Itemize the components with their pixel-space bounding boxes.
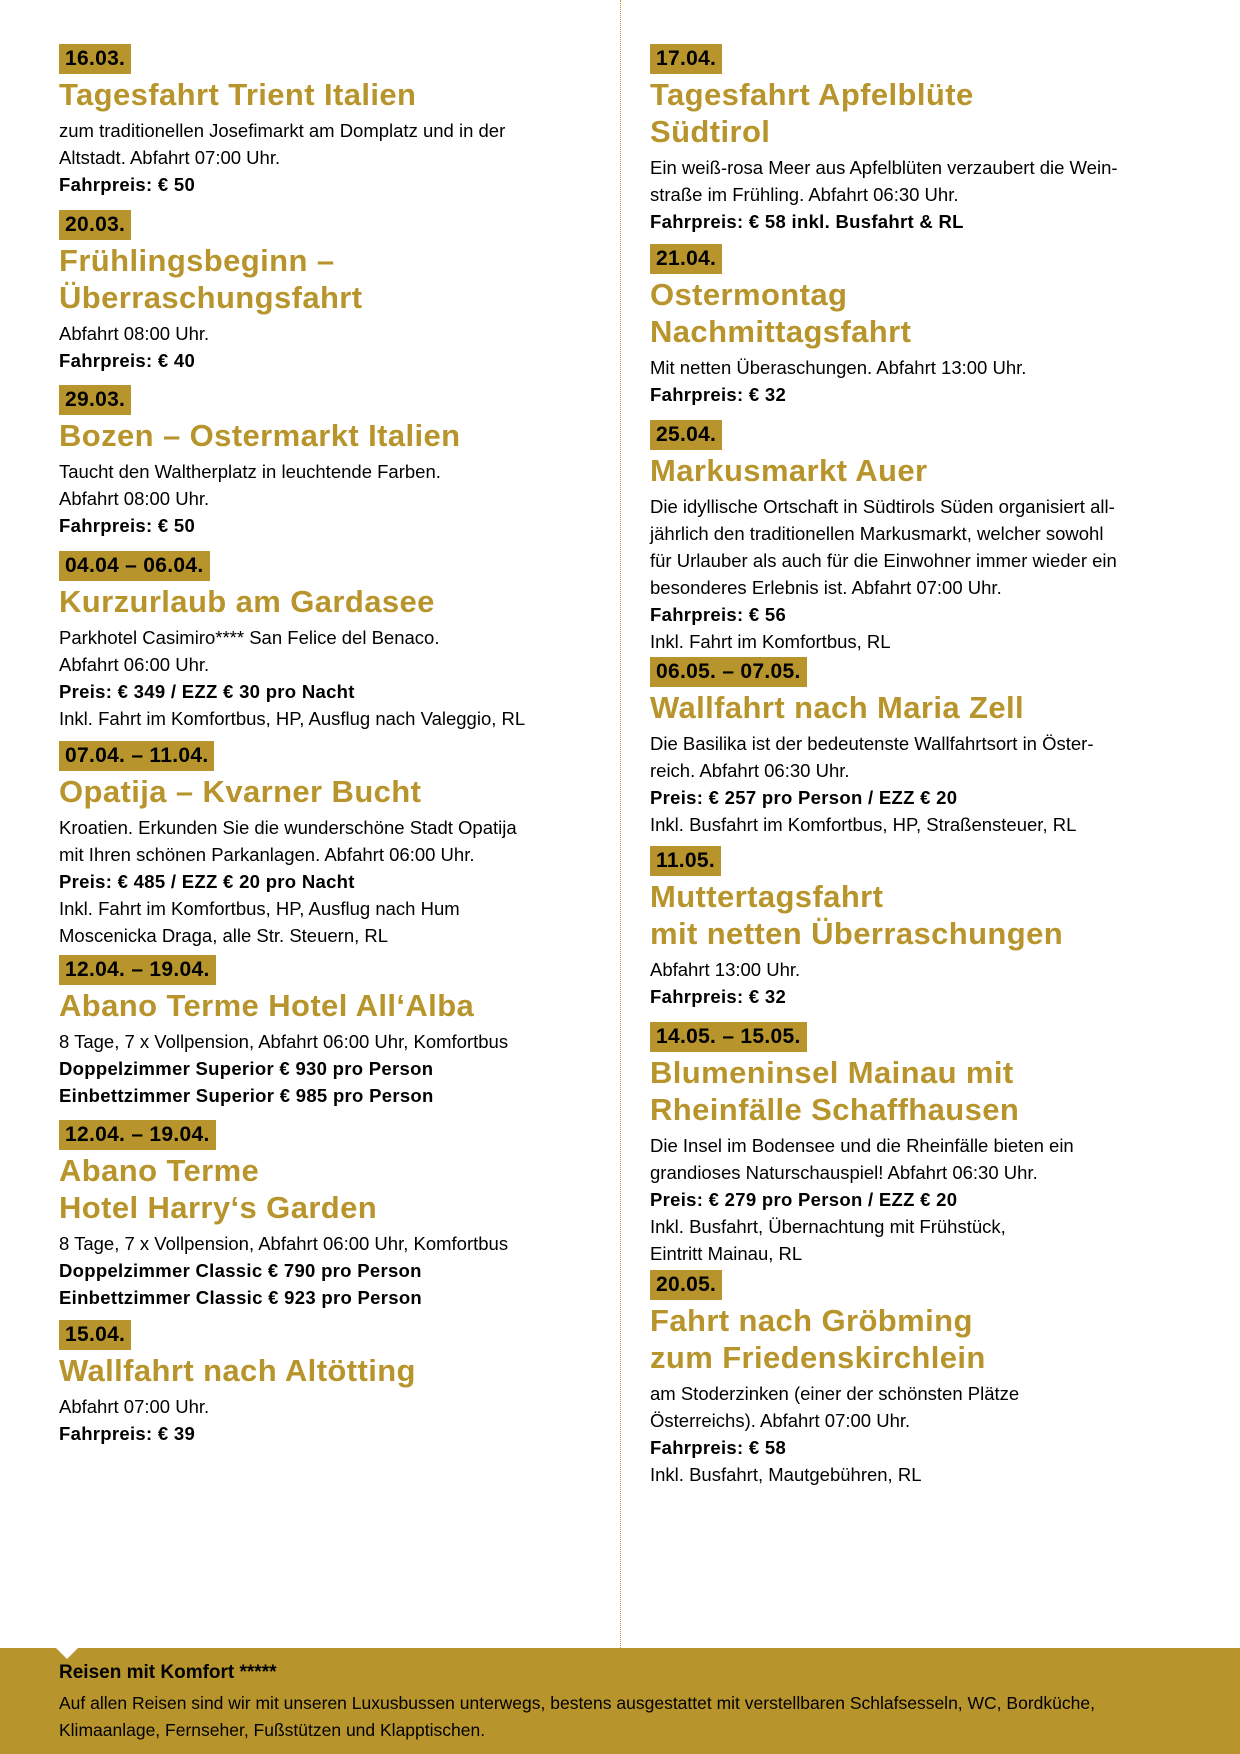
event-description [650,1380,1190,1488]
event-price: Einbettzimmer Superior € 985 pro Person [59,1085,434,1106]
event-text-line: Österreichs). Abfahrt 07:00 Uhr. [650,1410,911,1431]
event-title: Tagesfahrt Trient Italien [59,77,417,112]
event-price: Fahrpreis: € 32 [650,384,787,405]
event-description [650,730,1190,838]
event-text-line: Inkl. Busfahrt im Komfortbus, HP, Straßensteuer, RL [650,814,1077,835]
event-entry [59,741,604,949]
event-description [650,956,1190,1010]
event-title: Hotel Harry‘s Garden [59,1190,378,1225]
event-text-line: Parkhotel Casimiro**** San Felice del Benaco. [59,627,440,648]
event-text-line: Abfahrt 08:00 Uhr. [59,488,210,509]
event-text-line: 8 Tage, 7 x Vollpension, Abfahrt 06:00 Uhr, Komfortbus [59,1031,509,1052]
event-date-badge: 06.05. – 07.05. [650,657,807,687]
event-text-line: grandioses Naturschauspiel! Abfahrt 06:30 Uhr. [650,1162,1038,1183]
event-text-line: Moscenicka Draga, alle Str. Steuern, RL [59,925,389,946]
footer-title: Reisen mit Komfort ***** [59,1662,277,1683]
event-text-line: für Urlauber als auch für die Einwohner immer wieder ein [650,550,1117,571]
event-text-line: Die idyllische Ortschaft in Südtirols Süden organisiert all- [650,496,1115,517]
event-price: Preis: € 257 pro Person / EZZ € 20 [650,787,958,808]
event-price: Preis: € 349 / EZZ € 30 pro Nacht [59,681,355,702]
event-price: Fahrpreis: € 56 [650,604,787,625]
footer-notch [56,1648,78,1659]
event-date-badge: 20.03. [59,210,131,240]
event-date-badge: 12.04. – 19.04. [59,955,216,985]
event-date-badge: 20.05. [650,1270,722,1300]
event-description [650,154,1190,235]
event-entry [59,210,604,374]
event-price: Preis: € 279 pro Person / EZZ € 20 [650,1189,958,1210]
event-entry [650,420,1190,655]
event-title: Wallfahrt nach Maria Zell [650,690,1025,725]
event-description [59,1028,604,1109]
event-title: Frühlingsbeginn – [59,243,335,278]
event-description [59,814,604,949]
event-text-line: jährlich den traditionellen Markusmarkt, welcher sowohl [650,523,1104,544]
event-entry [59,385,604,539]
event-text-line: Ein weiß-rosa Meer aus Apfelblüten verzaubert die Wein- [650,157,1118,178]
event-description [650,493,1190,655]
event-date-badge: 12.04. – 19.04. [59,1120,216,1150]
event-text-line: Eintritt Mainau, RL [650,1243,803,1264]
event-entry [650,44,1190,235]
event-date-badge: 14.05. – 15.05. [650,1022,807,1052]
event-description [59,1393,604,1447]
footer-text: Auf allen Reisen sind wir mit unseren Luxusbussen unterwegs, bestens ausgestattet mit verstellbaren Schlafsesseln, WC, Bordküche, Klimaanlage, Fernseher, Fußstützen und Klapptischen. [59,1693,1095,1740]
event-title: Nachmittagsfahrt [650,314,912,349]
event-entry [650,1270,1190,1488]
event-text-line: am Stoderzinken (einer der schönsten Plätze [650,1383,1020,1404]
event-title: Abano Terme [59,1153,260,1188]
event-date-badge: 11.05. [650,846,721,876]
event-title: Rheinfälle Schaffhausen [650,1092,1020,1127]
event-title: Überraschungsfahrt [59,280,363,315]
event-title: Muttertagsfahrt [650,879,884,914]
event-title: Wallfahrt nach Altötting [59,1353,416,1388]
event-entry [59,955,604,1109]
event-text-line: reich. Abfahrt 06:30 Uhr. [650,760,850,781]
event-text-line: besonderes Erlebnis ist. Abfahrt 07:00 Uhr. [650,577,1002,598]
column-divider [620,0,621,1648]
event-text-line: Abfahrt 08:00 Uhr. [59,323,210,344]
event-text-line: Inkl. Fahrt im Komfortbus, HP, Ausflug nach Hum [59,898,460,919]
event-price: Fahrpreis: € 32 [650,986,787,1007]
event-price: Fahrpreis: € 58 [650,1437,787,1458]
event-title: Abano Terme Hotel All‘Alba [59,988,475,1023]
event-text-line: zum traditionellen Josefimarkt am Domplatz und in der [59,120,506,141]
event-date-badge: 04.04 – 06.04. [59,551,210,581]
event-price: Fahrpreis: € 50 [59,515,196,536]
event-text-line: straße im Frühling. Abfahrt 06:30 Uhr. [650,184,959,205]
event-price: Preis: € 485 / EZZ € 20 pro Nacht [59,871,355,892]
event-text-line: Mit netten Überaschungen. Abfahrt 13:00 Uhr. [650,357,1027,378]
event-description [59,624,604,732]
event-title: Fahrt nach Gröbming [650,1303,973,1338]
event-title: Bozen – Ostermarkt Italien [59,418,461,453]
event-description [59,458,604,539]
event-date-badge: 15.04. [59,1320,131,1350]
event-text-line: Inkl. Busfahrt, Mautgebühren, RL [650,1464,922,1485]
event-date-badge: 21.04. [650,244,722,274]
event-price: Fahrpreis: € 50 [59,174,196,195]
event-title: zum Friedenskirchlein [650,1340,986,1375]
event-entry [650,657,1190,838]
event-title: Südtirol [650,114,771,149]
event-entry [59,1120,604,1311]
event-price: Fahrpreis: € 58 inkl. Busfahrt & RL [650,211,964,232]
event-title: Opatija – Kvarner Bucht [59,774,422,809]
event-price: Einbettzimmer Classic € 923 pro Person [59,1287,423,1308]
event-text-line: Inkl. Busfahrt, Übernachtung mit Frühstück, [650,1216,1006,1237]
event-entry [650,244,1190,408]
event-price: Fahrpreis: € 39 [59,1423,196,1444]
event-text-line: Abfahrt 07:00 Uhr. [59,1396,210,1417]
event-title: Blumeninsel Mainau mit [650,1055,1014,1090]
event-entry [59,44,604,198]
event-entry [650,846,1190,1010]
event-text-line: Die Basilika ist der bedeutenste Wallfahrtsort in Öster- [650,733,1094,754]
event-title: mit netten Überraschungen [650,916,1064,951]
event-date-badge: 17.04. [650,44,722,74]
event-text-line: Inkl. Fahrt im Komfortbus, RL [650,631,891,652]
event-description [59,320,604,374]
event-price: Doppelzimmer Superior € 930 pro Person [59,1058,434,1079]
event-text-line: 8 Tage, 7 x Vollpension, Abfahrt 06:00 Uhr, Komfortbus [59,1233,509,1254]
event-text-line: Altstadt. Abfahrt 07:00 Uhr. [59,147,281,168]
event-date-badge: 07.04. – 11.04. [59,741,214,771]
event-text-line: Kroatien. Erkunden Sie die wunderschöne Stadt Opatija [59,817,517,838]
event-title: Markusmarkt Auer [650,453,928,488]
event-title: Ostermontag [650,277,848,312]
event-title: Tagesfahrt Apfelblüte [650,77,974,112]
event-text-line: Inkl. Fahrt im Komfortbus, HP, Ausflug nach Valeggio, RL [59,708,526,729]
event-date-badge: 16.03. [59,44,131,74]
event-text-line: Taucht den Waltherplatz in leuchtende Farben. [59,461,441,482]
event-text-line: Abfahrt 13:00 Uhr. [650,959,801,980]
event-date-badge: 29.03. [59,385,131,415]
event-text-line: mit Ihren schönen Parkanlagen. Abfahrt 06:00 Uhr. [59,844,475,865]
event-description [59,1230,604,1311]
event-description [650,1132,1190,1267]
event-date-badge: 25.04. [650,420,722,450]
event-price: Doppelzimmer Classic € 790 pro Person [59,1260,422,1281]
event-description [650,354,1190,408]
event-description [59,117,604,198]
event-title: Kurzurlaub am Gardasee [59,584,435,619]
event-entry [59,1320,604,1447]
event-text-line: Abfahrt 06:00 Uhr. [59,654,210,675]
event-text-line: Die Insel im Bodensee und die Rheinfälle bieten ein [650,1135,1074,1156]
event-price: Fahrpreis: € 40 [59,350,196,371]
event-entry [650,1022,1190,1267]
event-entry [59,551,604,732]
